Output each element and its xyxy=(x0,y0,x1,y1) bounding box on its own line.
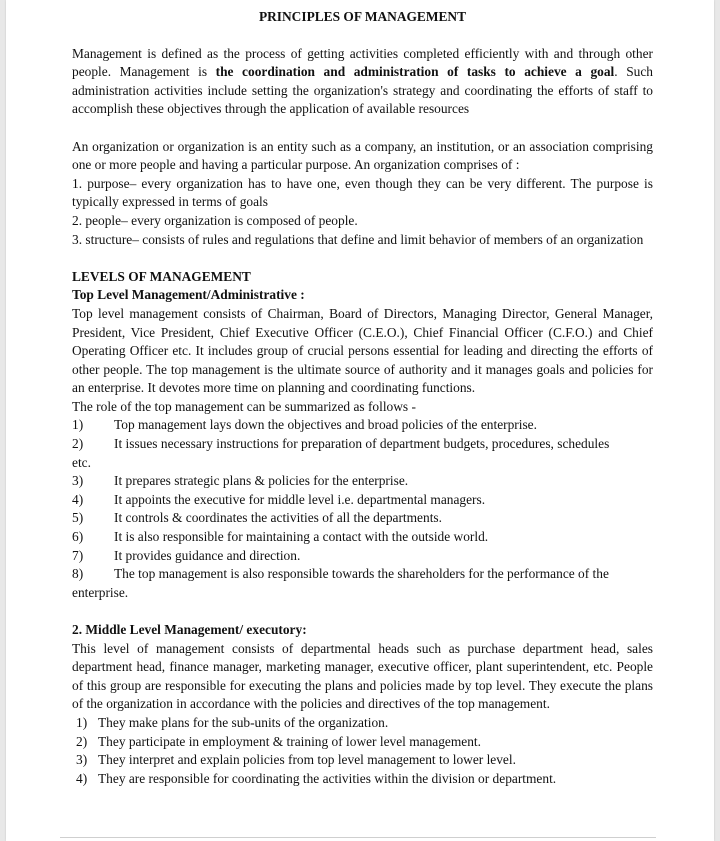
intro-bold-definition: the coordination and administration of tasks to achieve a goal xyxy=(215,64,615,80)
top-level-paragraph: Top level management consists of Chairman, Board of Directors, Managing Director, General Manager, President, Vice President, Chief Executive Officer (C.E.O.), Chief Financial Officer (C.F.O.) and Chief Operating Officer etc. It includes group of crucial persons essential for leading and directing the efforts of other people. The top management is the ultimate source of authority and it manages goals and policies for an enterprise. It devotes more time on planning and coordinating functions. xyxy=(72,305,653,396)
document-title: PRINCIPLES OF MANAGEMENT xyxy=(258,9,467,24)
organization-item-structure: 3. structure– consists of rules and regulations that define and limit behavior of members of an organization xyxy=(72,231,644,247)
list-item: 2) It issues necessary instructions for preparation of department budgets, procedures, schedules xyxy=(72,436,610,452)
list-item: 5) It controls & coordinates the activities of all the departments. xyxy=(72,510,442,526)
page-bottom-rule xyxy=(60,837,656,838)
organization-paragraph: An organization or organization is an entity such as a company, an institution, or an association comprising one or more people and having a particular purpose. An organization comprises of : xyxy=(72,138,653,173)
list-item-continuation: enterprise. xyxy=(72,584,129,600)
list-item: 3) They interpret and explain policies from top level management to lower level. xyxy=(76,752,516,768)
list-item: 2) They participate in employment & training of lower level management. xyxy=(76,733,481,749)
levels-heading: LEVELS OF MANAGEMENT xyxy=(72,268,251,284)
top-level-role-intro: The role of the top management can be summarized as follows - xyxy=(72,398,416,414)
intro-paragraph xyxy=(72,45,653,119)
list-item: 3) It prepares strategic plans & policies for the enterprise. xyxy=(72,473,409,489)
list-item: 7) It provides guidance and direction. xyxy=(72,547,301,563)
list-item: 4) They are responsible for coordinating the activities within the division or department. xyxy=(76,770,557,786)
list-item: 1) They make plans for the sub-units of the organization. xyxy=(76,714,389,730)
organization-item-purpose: 1. purpose– every organization has to have one, even though they can be very different. The purpose is typically expressed in terms of goals xyxy=(72,175,653,210)
list-item: 8) The top management is also responsible towards the shareholders for the performance of the xyxy=(72,566,609,582)
middle-level-paragraph: This level of management consists of departmental heads such as purchase department head, sales department head, finance manager, marketing manager, executive officer, plant superintendent, etc. People of this group are responsible for executing the plans and policies made by top level. They execute the plans of the organization in accordance with the policies and directives of the top management. xyxy=(72,640,653,712)
intro-text-a: Management is defined as the process of getting activities completed efficiently with and through other people. Management is xyxy=(72,45,653,80)
intro-text-b: . Such administration activities include setting the organization's strategy and coordinating the efforts of staff to accomplish these objectives through the application of available resources xyxy=(72,64,653,117)
middle-level-heading: 2. Middle Level Management/ executory: xyxy=(72,622,307,637)
list-item: 4) It appoints the executive for middle level i.e. departmental managers. xyxy=(72,491,486,507)
list-item-continuation: etc. xyxy=(72,454,91,470)
list-item: 1) Top management lays down the objectives and broad policies of the enterprise. xyxy=(72,417,537,433)
document-page xyxy=(6,0,714,841)
document-content xyxy=(72,8,653,788)
list-item: 6) It is also responsible for maintaining a contact with the outside world. xyxy=(72,529,489,545)
organization-item-people: 2. people– every organization is composed of people. xyxy=(72,212,358,228)
top-level-heading: Top Level Management/Administrative : xyxy=(72,287,305,303)
